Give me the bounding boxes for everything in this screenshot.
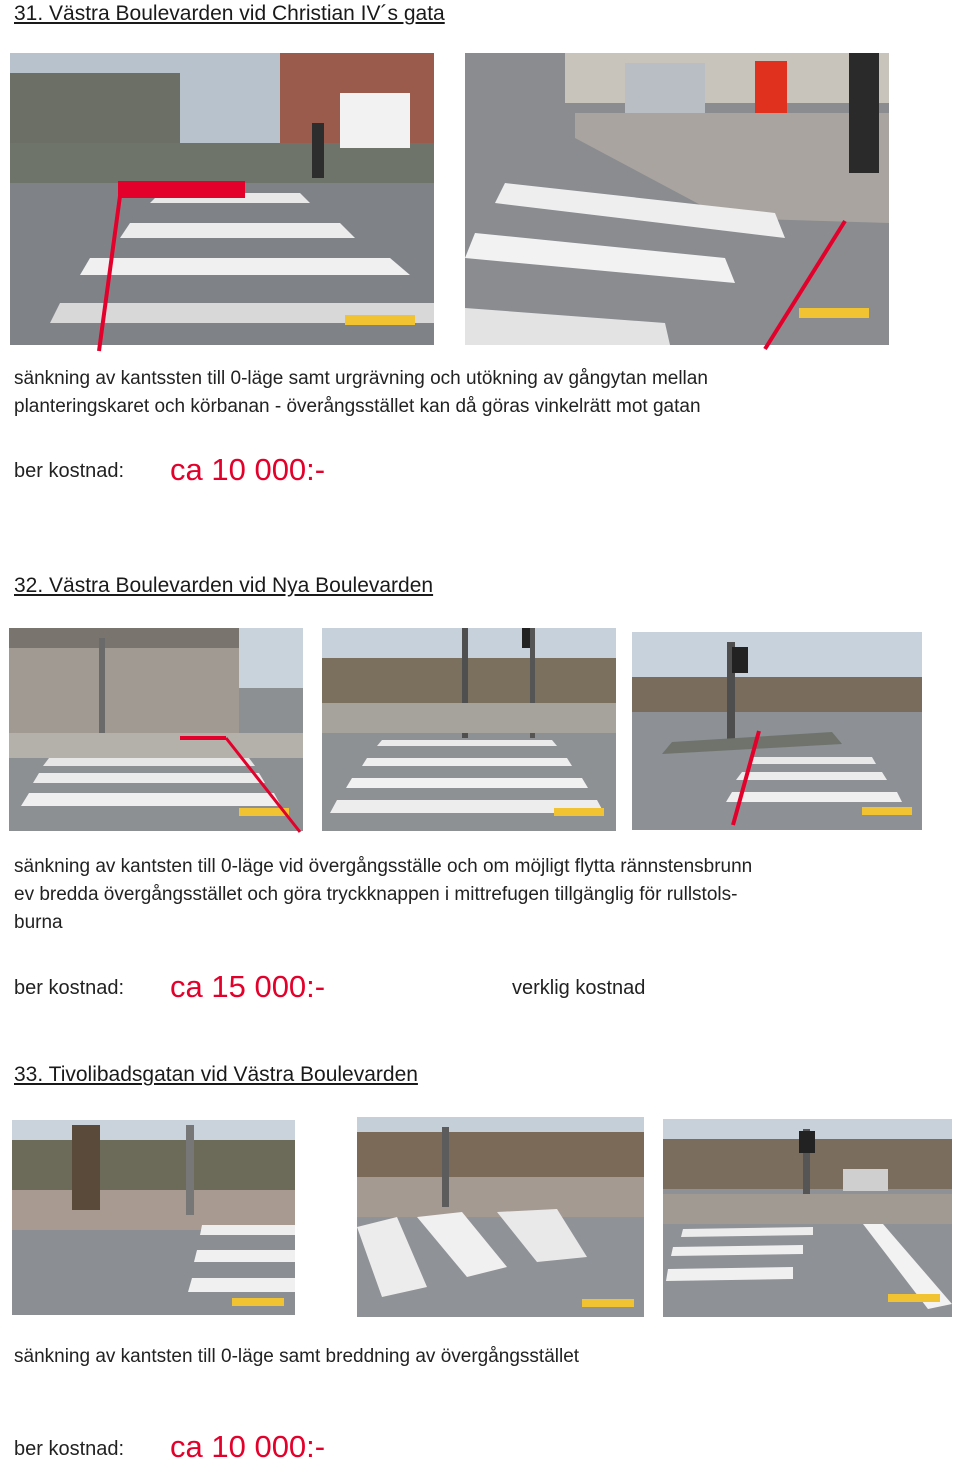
- section-31-cost-value: ca 10 000:-: [170, 452, 326, 487]
- section-32-description-line-1: sänkning av kantsten till 0-läge vid övergångsställe och om möjligt flytta rännstensbrunn: [14, 856, 753, 877]
- photo-33-left: [12, 1120, 295, 1315]
- photo-32-left: [9, 628, 303, 831]
- photo-33-middle: [357, 1117, 644, 1317]
- section-31-description-line-2: planteringskaret och körbanan - överångsstället kan då göras vinkelrätt mot gatan: [14, 396, 701, 417]
- section-32-cost-label: ber kostnad:: [14, 977, 125, 999]
- section-31-cost-label: ber kostnad:: [14, 460, 125, 482]
- section-33-cost-label: ber kostnad:: [14, 1438, 125, 1460]
- section-32-description-line-3: burna: [14, 912, 63, 933]
- section-32-heading: 32. Västra Boulevarden vid Nya Boulevarden: [14, 574, 434, 597]
- section-33-description-line-1: sänkning av kantsten till 0-läge samt breddning av övergångsstället: [14, 1346, 580, 1367]
- section-32-actual-cost-label: verklig kostnad: [512, 977, 646, 999]
- photo-31-left: [10, 53, 434, 345]
- section-32-cost-value: ca 15 000:-: [170, 969, 326, 1004]
- section-33-heading: 33. Tivolibadsgatan vid Västra Boulevarden: [14, 1063, 418, 1086]
- section-32-description-line-2: ev bredda övergångsstället och göra tryckknappen i mittrefugen tillgänglig för rullstols-: [14, 884, 738, 905]
- section-31-heading: 31. Västra Boulevarden vid Christian IV´s gata: [14, 2, 445, 25]
- photo-32-right: [632, 632, 922, 830]
- section-33-cost-value: ca 10 000:-: [170, 1429, 326, 1464]
- photo-32-middle: [322, 628, 616, 831]
- photo-31-right: [465, 53, 889, 345]
- section-31-description-line-1: sänkning av kantssten till 0-läge samt urgrävning och utökning av gångytan mellan: [14, 368, 708, 389]
- photo-33-right: [663, 1119, 952, 1317]
